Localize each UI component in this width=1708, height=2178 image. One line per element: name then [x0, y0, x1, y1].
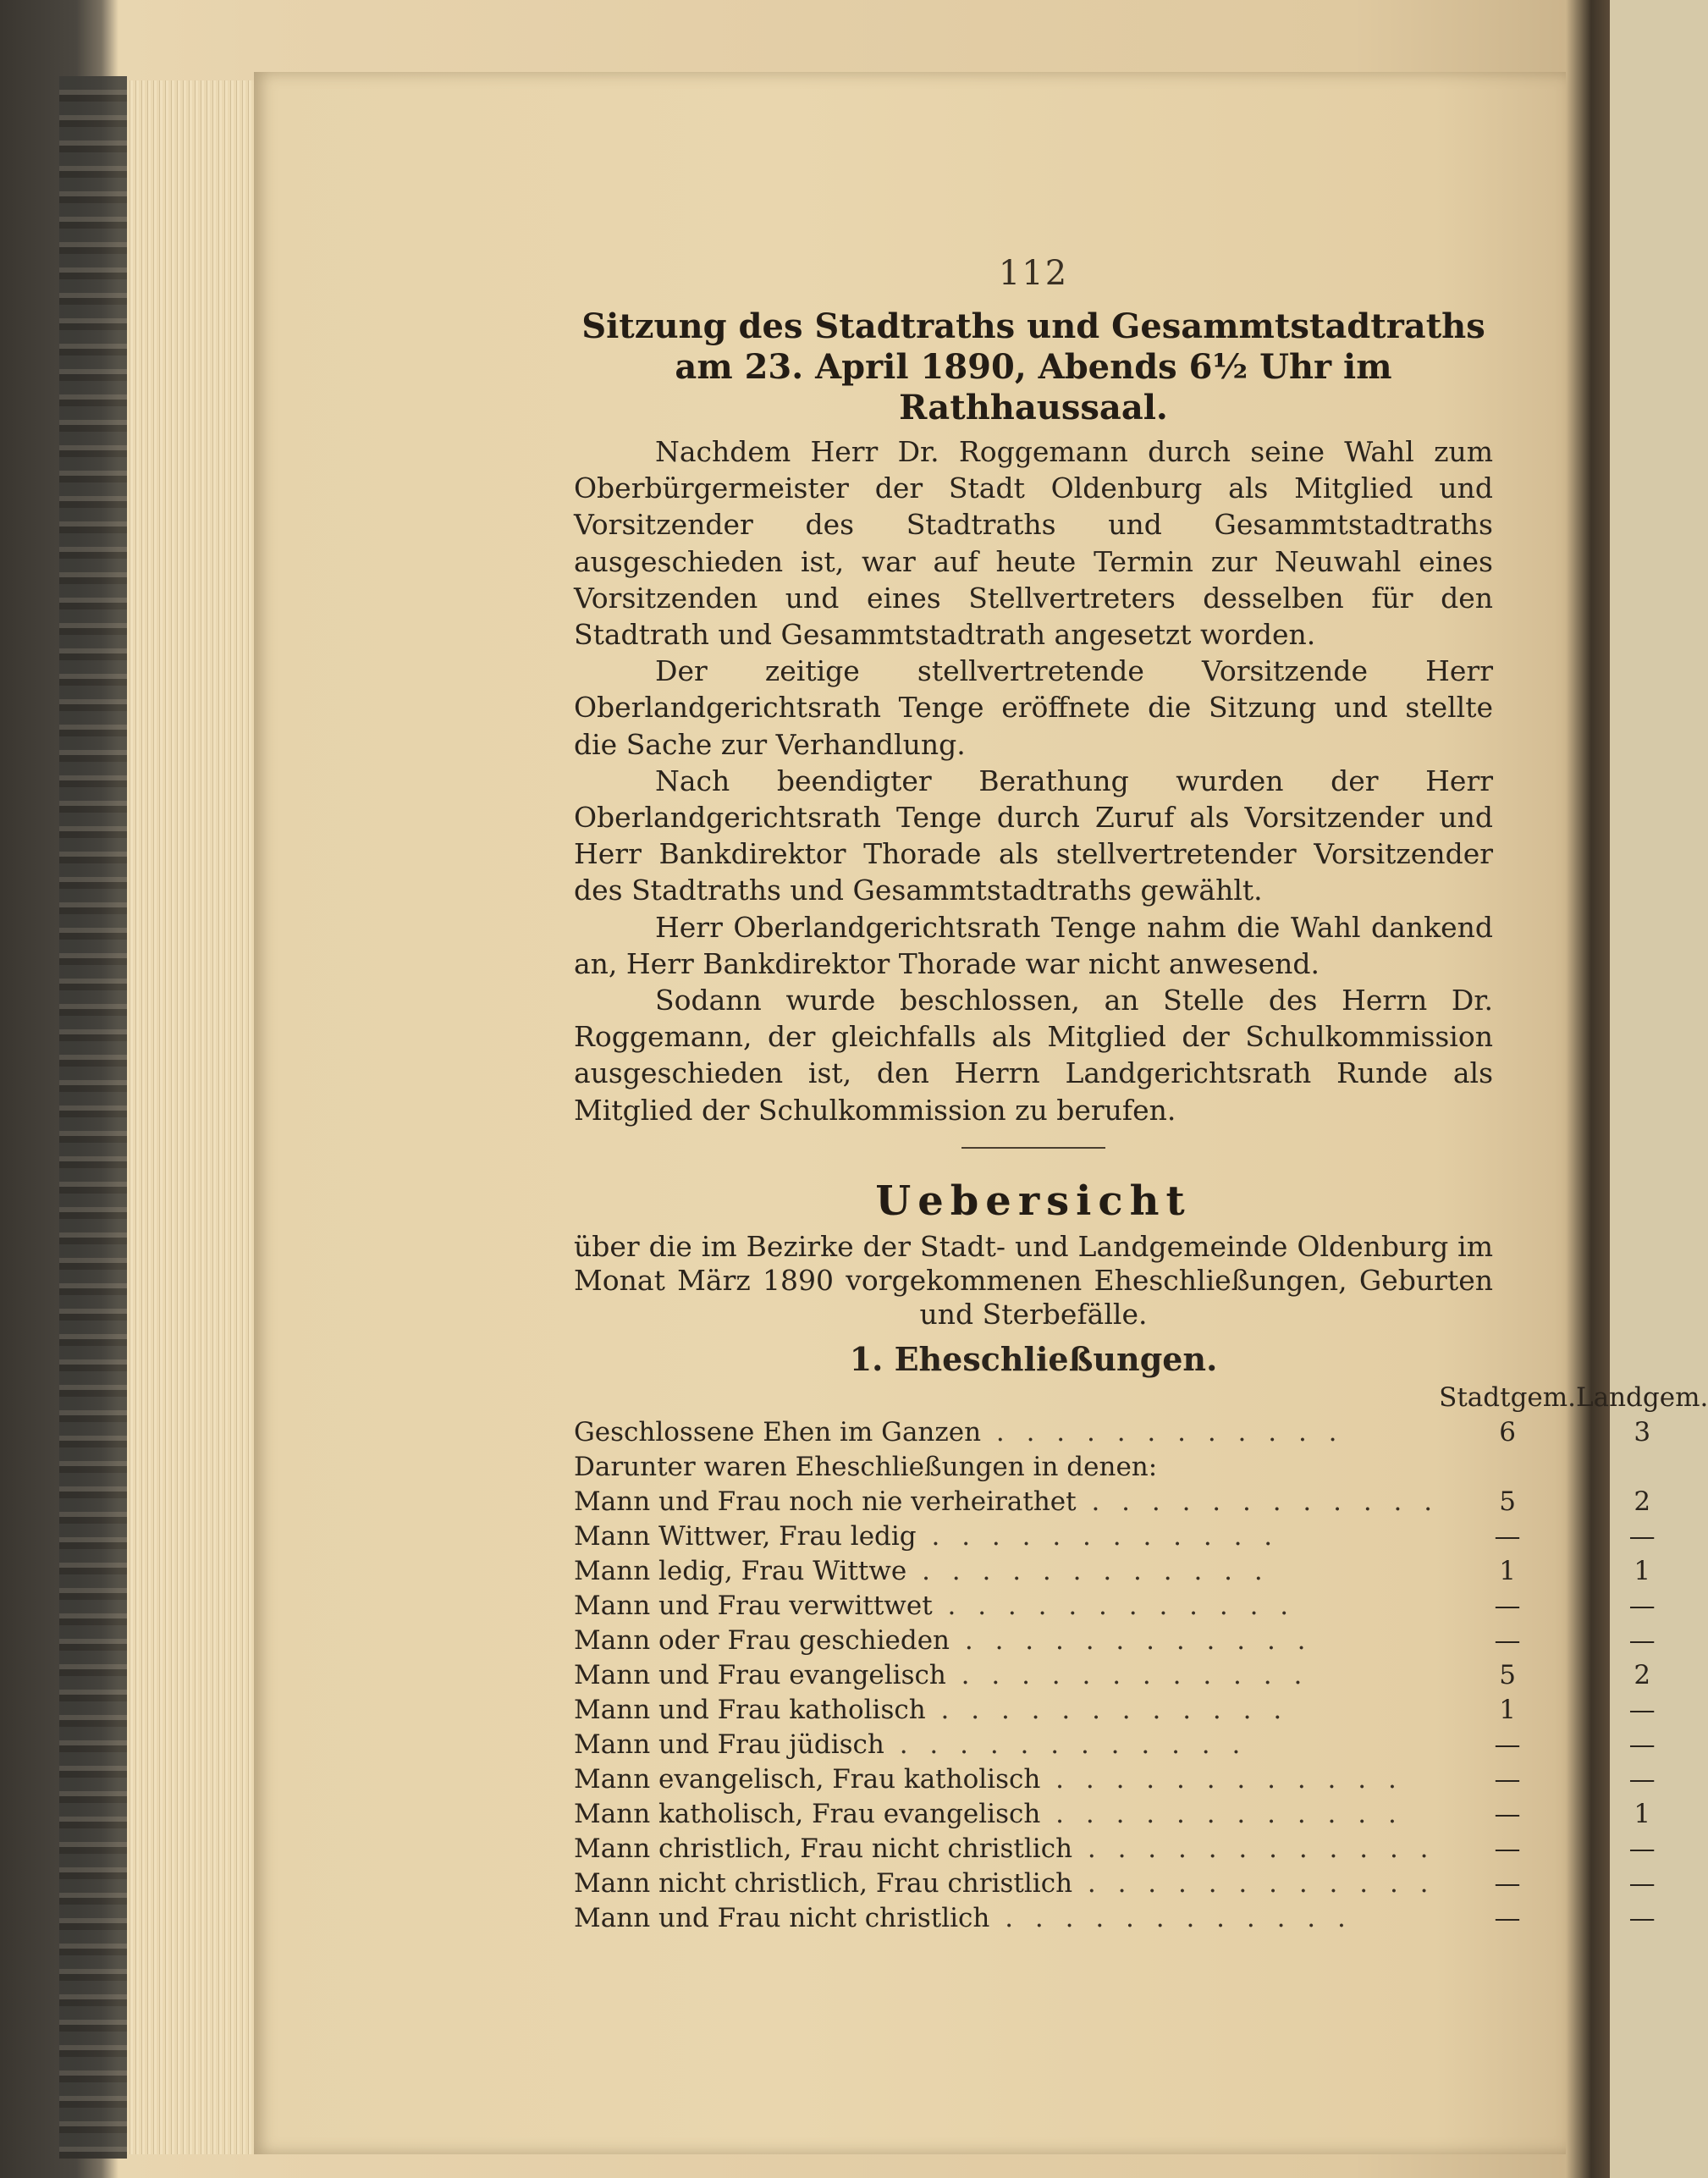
value-land: —	[1628, 1520, 1656, 1552]
paragraph: Sodann wurde beschlossen, an Stelle des Herrn Dr. Roggemann, der gleichfalls als Mitglied der Schulkommission ausgeschieden ist, den Herrn Landgerichtsrath Runde als Mitglied der Schulkommission zu berufen.	[574, 984, 1493, 1127]
leader-dots: . . . . . . . . . . . .	[950, 1624, 1313, 1656]
paragraph: Nach beendigter Berathung wurden der Herr Oberlandgerichtsrath Tenge durch Zuruf als Vorsitzender und Herr Bankdirektor Thorade als stellvertretender Vorsitzender des Stadtraths und Gesammtstadtraths gewählt.	[574, 764, 1493, 907]
table-row	[574, 1865, 1708, 1900]
row-label: Mann und Frau jüdisch	[574, 1729, 884, 1760]
row-label: Mann Wittwer, Frau ledig	[574, 1520, 917, 1552]
value-stadt	[1439, 1448, 1576, 1483]
leader-dots: . . . . . . . . . . . .	[906, 1555, 1270, 1586]
leader-dots: . . . . . . . . . . . .	[1040, 1798, 1403, 1829]
section-title: 1. Eheschließungen.	[849, 1339, 1218, 1378]
row-label: Mann und Frau nicht christlich	[574, 1902, 990, 1933]
table-row	[574, 1726, 1708, 1761]
value-land: 2	[1634, 1486, 1651, 1517]
column-header-land: Landgem.	[1576, 1381, 1708, 1413]
table-row	[574, 1795, 1708, 1830]
paragraph: Der zeitige stellvertretende Vorsitzende Herr Oberlandgerichtsrath Tenge eröffnete die Sitzung und stellte die Sache zur Verhandlung.	[574, 654, 1493, 761]
leader-dots: . . . . . . . . . . . .	[925, 1694, 1289, 1725]
table-row	[574, 1414, 1708, 1448]
table-row	[574, 1657, 1708, 1691]
value-stadt: 1	[1499, 1694, 1516, 1725]
table-header-row	[574, 1380, 1708, 1414]
value-stadt: —	[1494, 1520, 1521, 1552]
table-row	[574, 1552, 1708, 1587]
leader-dots: . . . . . . . . . . . .	[1072, 1833, 1435, 1864]
value-stadt: 6	[1499, 1416, 1516, 1447]
page-content	[574, 254, 1708, 1934]
value-land: —	[1628, 1590, 1656, 1621]
value-stadt: —	[1494, 1729, 1521, 1760]
value-stadt: 1	[1499, 1555, 1516, 1586]
leader-dots: . . . . . . . . . . . .	[981, 1416, 1344, 1447]
paragraph: Nachdem Herr Dr. Roggemann durch seine Wahl zum Oberbürgermeister der Stadt Oldenburg als Mitglied und Vorsitzender des Stadtraths und Gesammtstadtraths ausgeschieden ist, war auf heute Termin zur Neuwahl eines Vorsitzenden und eines Stellvertreters desselben für den Stadtrath und Gesammtstadtrath angesetzt worden.	[574, 435, 1493, 652]
paragraph: Herr Oberlandgerichtsrath Tenge nahm die Wahl dankend an, Herr Bankdirektor Thorade war nicht anwesend.	[574, 910, 1493, 980]
leader-dots: . . . . . . . . . . . .	[989, 1902, 1353, 1933]
value-stadt: —	[1494, 1798, 1521, 1829]
row-label: Darunter waren Eheschließungen in denen:	[574, 1451, 1158, 1482]
table-row	[574, 1900, 1708, 1934]
row-label: Geschlossene Ehen im Ganzen	[574, 1416, 982, 1447]
value-land: 3	[1634, 1416, 1651, 1447]
page-edges	[127, 80, 262, 2154]
row-label: Mann und Frau katholisch	[574, 1694, 926, 1725]
row-label: Mann und Frau evangelisch	[574, 1659, 946, 1690]
table-row	[574, 1830, 1708, 1865]
overview-intro: über die im Bezirke der Stadt- und Landgemeinde Oldenburg im Monat März 1890 vorgekommenen Eheschließungen, Geburten und Sterbefälle.	[574, 1229, 1493, 1331]
row-label: Mann und Frau verwittwet	[574, 1590, 933, 1621]
value-land: —	[1628, 1694, 1656, 1725]
column-header-stadt: Stadtgem.	[1439, 1381, 1577, 1413]
leader-dots: . . . . . . . . . . . .	[916, 1520, 1280, 1552]
overview-heading: Uebersicht	[875, 1177, 1192, 1225]
table-row	[574, 1448, 1708, 1483]
value-stadt: —	[1494, 1590, 1521, 1621]
value-stadt: —	[1494, 1867, 1521, 1899]
leader-dots: . . . . . . . . . . . .	[945, 1659, 1309, 1690]
leader-dots: . . . . . . . . . . . .	[1040, 1763, 1403, 1795]
value-land: —	[1628, 1624, 1656, 1656]
value-land: —	[1628, 1833, 1656, 1864]
value-land: 2	[1634, 1659, 1651, 1690]
session-title: Sitzung des Stadtraths und Gesammtstadtraths am 23. April 1890, Abends 6½ Uhr im Rathhaussaal.	[581, 306, 1485, 427]
value-land	[1576, 1448, 1708, 1483]
value-stadt: —	[1494, 1833, 1521, 1864]
value-stadt: —	[1494, 1902, 1521, 1933]
row-label: Mann evangelisch, Frau katholisch	[574, 1763, 1041, 1795]
table-row	[574, 1761, 1708, 1795]
leader-dots: . . . . . . . . . . . .	[1072, 1867, 1435, 1899]
row-label: Mann oder Frau geschieden	[574, 1624, 950, 1656]
leader-dots: . . . . . . . . . . . .	[932, 1590, 1296, 1621]
value-stadt: —	[1494, 1763, 1521, 1795]
value-land: —	[1628, 1902, 1656, 1933]
table-row	[574, 1622, 1708, 1657]
section-divider	[961, 1147, 1105, 1149]
value-stadt: —	[1494, 1624, 1521, 1656]
table-row	[574, 1587, 1708, 1622]
book-binding	[59, 76, 127, 2159]
page-number: 112	[998, 254, 1069, 293]
row-label: Mann und Frau noch nie verheirathet	[574, 1486, 1077, 1517]
row-label: Mann nicht christlich, Frau christlich	[574, 1867, 1073, 1899]
value-stadt: 5	[1499, 1486, 1516, 1517]
value-land: 1	[1634, 1798, 1651, 1829]
row-label: Mann katholisch, Frau evangelisch	[574, 1798, 1041, 1829]
value-land: —	[1628, 1867, 1656, 1899]
table-row	[574, 1483, 1708, 1518]
value-stadt: 5	[1499, 1659, 1516, 1690]
value-land: 1	[1634, 1555, 1651, 1586]
row-label: Mann ledig, Frau Wittwe	[574, 1555, 907, 1586]
value-land: —	[1628, 1729, 1656, 1760]
table-row	[574, 1518, 1708, 1552]
marriage-statistics-table	[574, 1380, 1708, 1934]
table-row	[574, 1691, 1708, 1726]
row-label: Mann christlich, Frau nicht christlich	[574, 1833, 1073, 1864]
value-land: —	[1628, 1763, 1656, 1795]
leader-dots: . . . . . . . . . . . .	[1076, 1486, 1440, 1517]
leader-dots: . . . . . . . . . . . .	[884, 1729, 1248, 1760]
